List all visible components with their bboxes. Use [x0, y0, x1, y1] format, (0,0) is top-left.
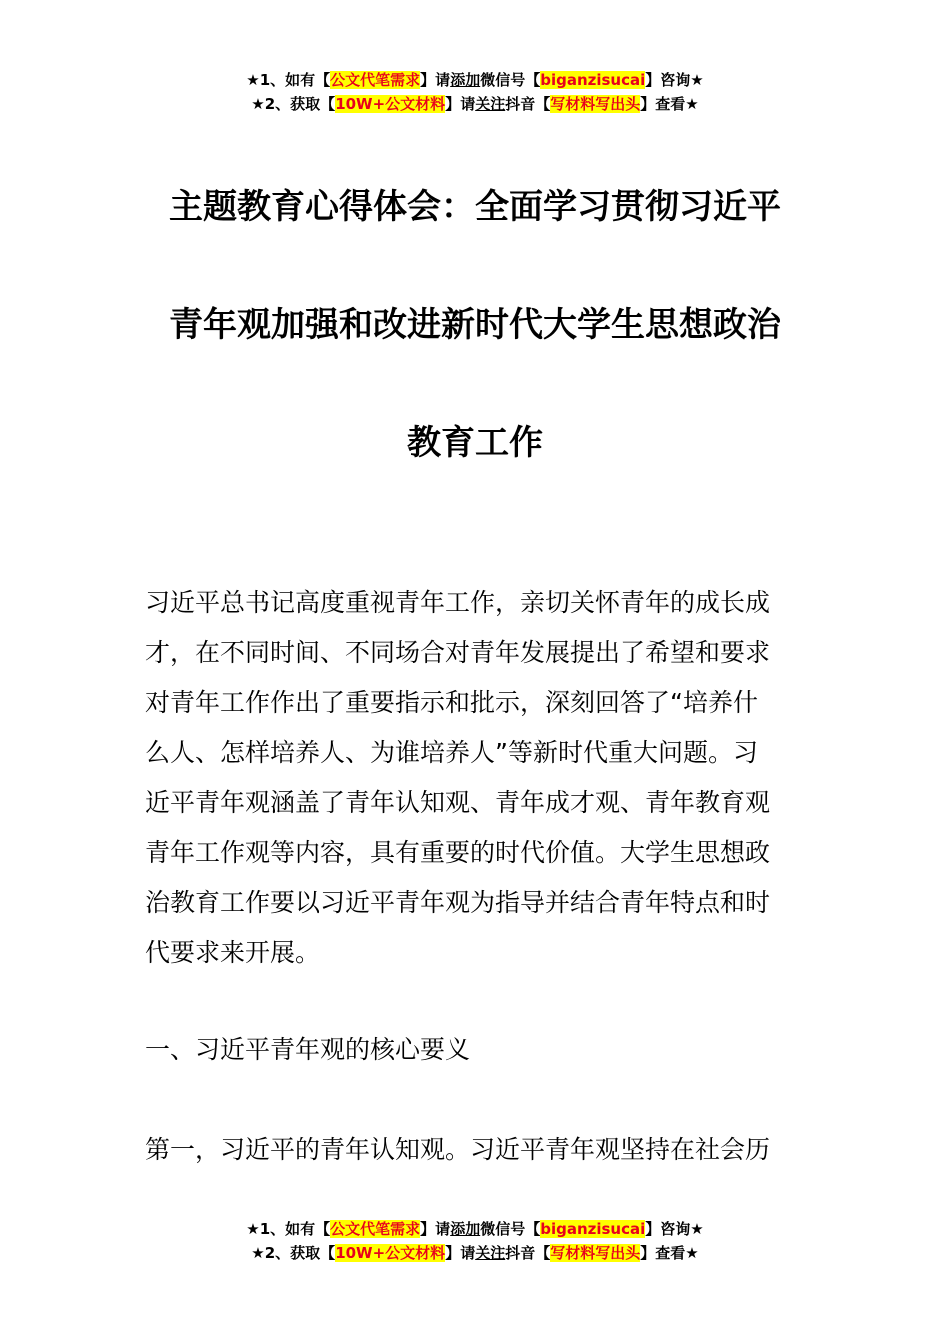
title-line: 主题教育心得体会：全面学习贯彻习近平	[169, 187, 781, 227]
banner-text: 】咨询★	[645, 71, 704, 89]
paragraph-line: 习近平总书记高度重视青年工作，亲切关怀青年的成长成	[145, 588, 771, 617]
banner-highlight: 公文代笔需求	[330, 71, 421, 89]
banner-text: 】请	[445, 1244, 476, 1262]
banner-underlined-text: 关注	[475, 1244, 506, 1262]
section-heading: 一、习近平青年观的核心要义	[145, 1035, 471, 1064]
paragraph-line: 治教育工作要以习近平青年观为指导并结合青年特点和时	[145, 888, 771, 917]
paragraph-line: 对青年工作作出了重要指示和批示，深刻回答了“培养什	[145, 688, 758, 717]
banner-text: 】请	[420, 1220, 451, 1238]
paragraph-line: 近平青年观涵盖了青年认知观、青年成才观、青年教育观	[145, 788, 771, 817]
banner-text: 微信号【	[480, 1220, 541, 1238]
intro-paragraph	[145, 578, 810, 978]
banner-text: ★1、如有【	[246, 1220, 331, 1238]
bottom-banner	[0, 1217, 950, 1265]
banner-text: ★2、获取【	[251, 95, 336, 113]
banner-text: 】咨询★	[645, 1220, 704, 1238]
banner-highlight: 10W+公文材料	[335, 95, 446, 113]
paragraph-line: 么人、怎样培养人、为谁培养人”等新时代重大问题。习	[145, 738, 758, 767]
banner-highlight: biganzisucai	[540, 71, 646, 89]
paragraph-line: 第一，习近平的青年认知观。习近平青年观坚持在社会历	[145, 1135, 771, 1164]
banner-line-2	[0, 1241, 950, 1265]
title-line: 教育工作	[407, 423, 543, 463]
banner-text: 抖音【	[505, 95, 551, 113]
banner-text: 】查看★	[640, 95, 699, 113]
banner-line-2	[0, 92, 950, 116]
banner-line-1	[0, 68, 950, 92]
banner-line-1	[0, 1217, 950, 1241]
paragraph-line: 代要求来开展。	[145, 938, 321, 967]
banner-highlight: 写材料写出头	[550, 1244, 641, 1262]
banner-text: 微信号【	[480, 71, 541, 89]
paragraph-line: 青年工作观等内容，具有重要的时代价值。大学生思想政	[145, 838, 771, 867]
document-title	[120, 148, 830, 502]
banner-highlight: 10W+公文材料	[335, 1244, 446, 1262]
banner-text: 】请	[420, 71, 451, 89]
banner-underlined-text: 添加	[450, 1220, 481, 1238]
banner-text: 】请	[445, 95, 476, 113]
banner-highlight: 写材料写出头	[550, 95, 641, 113]
banner-text: 抖音【	[505, 1244, 551, 1262]
banner-highlight: biganzisucai	[540, 1220, 646, 1238]
banner-text: 】查看★	[640, 1244, 699, 1262]
banner-text: ★1、如有【	[246, 71, 331, 89]
banner-highlight: 公文代笔需求	[330, 1220, 421, 1238]
banner-underlined-text: 添加	[450, 71, 481, 89]
banner-text: ★2、获取【	[251, 1244, 336, 1262]
paragraph-line: 才，在不同时间、不同场合对青年发展提出了希望和要求	[145, 638, 771, 667]
banner-underlined-text: 关注	[475, 95, 506, 113]
top-banner	[0, 68, 950, 116]
title-line: 青年观加强和改进新时代大学生思想政治	[169, 305, 781, 345]
